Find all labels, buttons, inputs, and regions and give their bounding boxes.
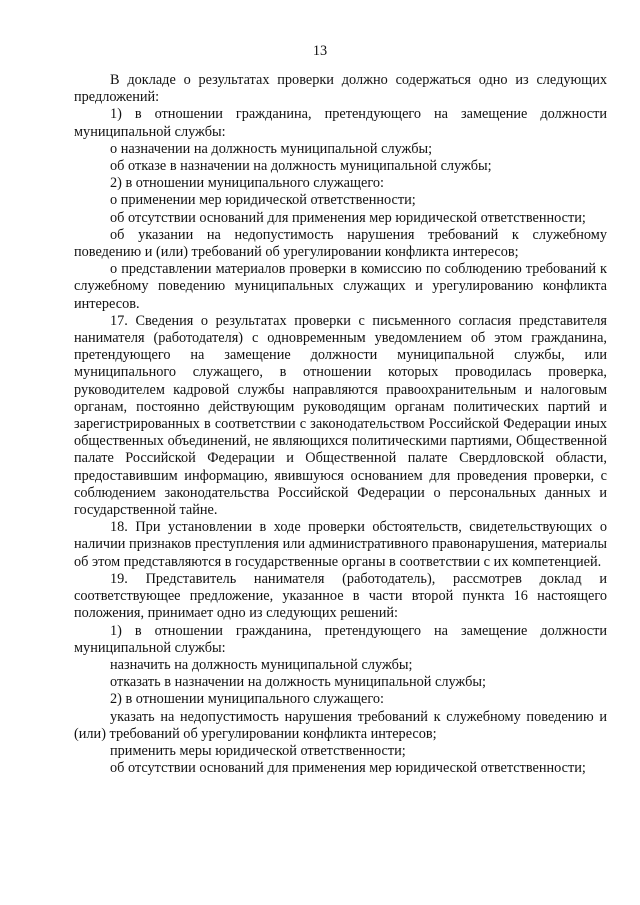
- list-item: назначить на должность муниципальной службы;: [110, 656, 413, 673]
- paragraph-17: 17. Сведения о результатах проверки с письменного согласия представителя нанимателя (работодателя) с одновременным уведомлением об этом гражданина, претендующего на замещение должности муниципальной службы, или муниципального служащего, в отношении которых проводилась проверка, руководителем кадровой службы направляются правоохранительным и налоговым органам, постоянно действующим руководящим органам политических партий и зарегистрированных в соответствии с законодательством Российской Федерации иных общественных объединений, не являющихся политическими партиями, Общественной палате Российской Федерации и Общественной палате Свердловской области, предоставившим информацию, явившуюся основанием для проведения проверки, с соблюдением законодательства Российской Федерации о персональных данных и государственной тайне.: [74, 312, 607, 519]
- paragraph-intro: В докладе о результатах проверки должно содержаться одно из следующих предложений:: [74, 72, 607, 106]
- paragraph-citizen: 1) в отношении гражданина, претендующего на замещение должности муниципальной службы:: [74, 106, 607, 140]
- list-item: о применении мер юридической ответственности;: [110, 192, 416, 209]
- list-item: о представлении материалов проверки в комиссию по соблюдению требований к служебному поведению муниципальных служащих и урегулированию конфликта интересов.: [74, 261, 607, 312]
- paragraph-citizen-decision: 1) в отношении гражданина, претендующего на замещение должности муниципальной службы:: [74, 622, 607, 656]
- paragraph-18: 18. При установлении в ходе проверки обстоятельств, свидетельствующих о наличии признаков преступления или административного правонарушения, материалы об этом представляются в государственные органы в соответствии с их компетенцией.: [74, 519, 607, 570]
- list-item: об указании на недопустимость нарушения требований к служебному поведению и (или) требований об урегулировании конфликта интересов;: [74, 226, 607, 261]
- list-item: об отсутствии оснований для применения мер юридической ответственности;: [110, 209, 586, 226]
- document-body: [74, 72, 607, 777]
- list-item: указать на недопустимость нарушения требований к служебному поведению и (или) требований об урегулировании конфликта интересов;: [74, 708, 607, 742]
- list-item: о назначении на должность муниципальной службы;: [110, 140, 433, 157]
- list-item: отказать в назначении на должность муниципальной службы;: [110, 674, 486, 691]
- list-item: об отказе в назначении на должность муниципальной службы;: [110, 158, 492, 175]
- paragraph-19: 19. Представитель нанимателя (работодатель), рассмотрев доклад и соответствующее предложение, указанное в части второй пункта 16 настоящего положения, принимает одно из следующих решений:: [74, 570, 607, 622]
- page-number: 13: [312, 43, 328, 59]
- list-item: применить меры юридической ответственности;: [110, 742, 406, 759]
- list-item: 2) в отношении муниципального служащего:: [110, 691, 384, 708]
- list-item: 2) в отношении муниципального служащего:: [110, 175, 384, 192]
- list-item: об отсутствии оснований для применения мер юридической ответственности;: [110, 760, 586, 777]
